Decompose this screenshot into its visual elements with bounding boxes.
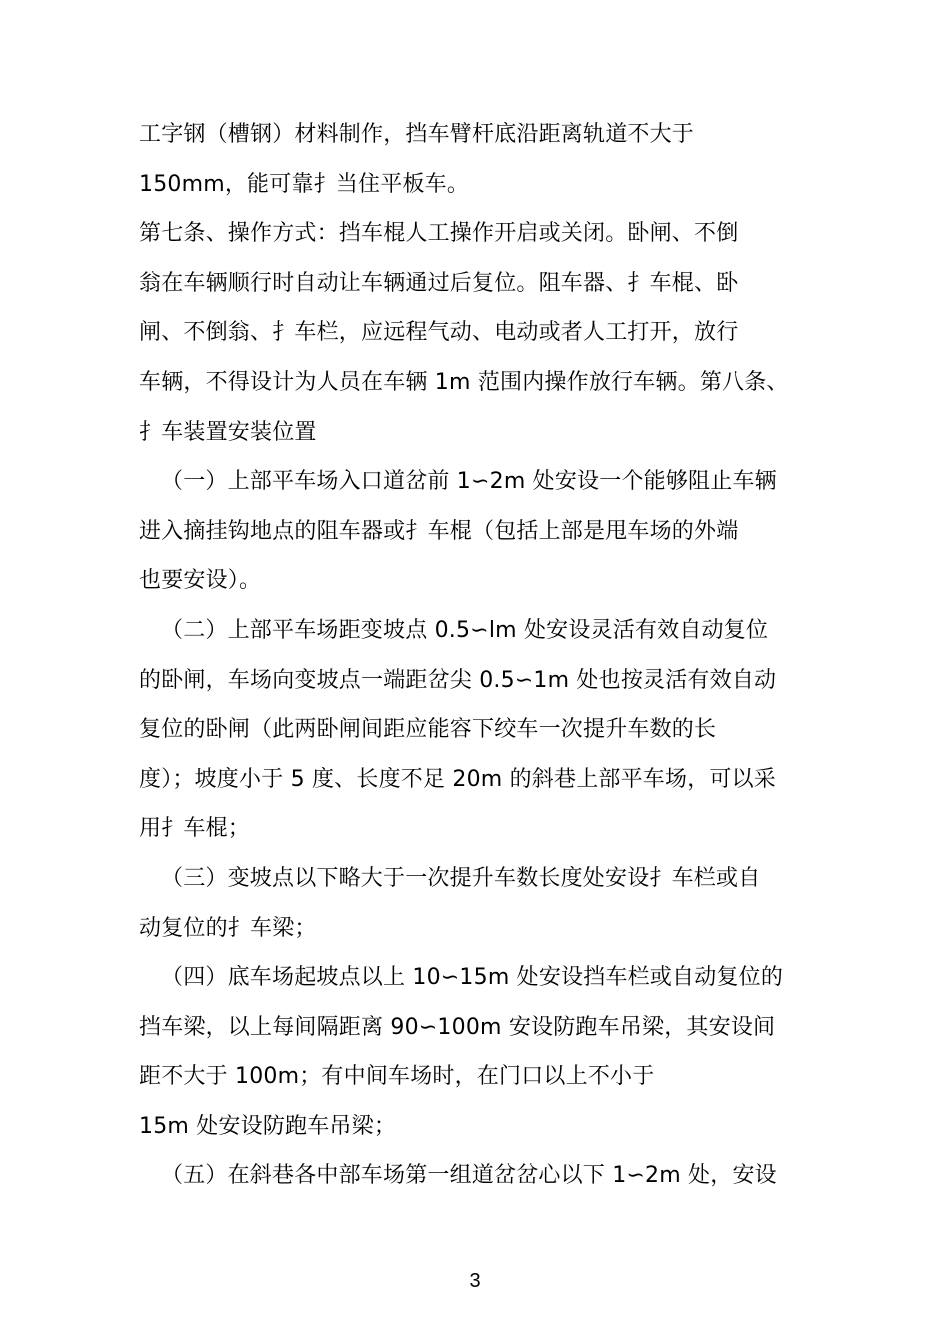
text-line: 150mm，能可靠扌当住平板车。 [139,171,470,197]
text-line: （四）底车场起坡点以上 10∽15m 处安设挡车栏或自动复位的 [161,965,784,991]
text-line: 翁在车辆顺行时自动让车辆通过后复位。阻车器、扌车棍、卧 [139,270,739,296]
text-line: 挡车梁，以上每间隔距离 90∽100m 安设防跑车吊梁，其安设间 [139,1014,776,1040]
text-line: 动复位的扌车梁； [139,915,317,941]
text-line: 度）；坡度小于 5 度、长度不足 20m 的斜巷上部平车场，可以采 [139,766,776,792]
text-line: （五）在斜巷各中部车场第一组道岔岔心以下 1∽2m 处，安设 [161,1163,777,1189]
text-line: 闸、不倒翁、扌车栏，应远程气动、电动或者人工打开，放行 [139,320,739,346]
text-line: 工字钢（槽钢）材料制作，挡车臂杆底沿距离轨道不大于 [139,122,695,147]
text-line: 扌车装置安装位置 [139,419,317,445]
text-line: 第七条、操作方式：挡车棍人工操作开启或关闭。卧闸、不倒 [139,221,739,247]
text-line: 用扌车棍； [139,816,251,842]
page-number: 3 [469,1270,481,1292]
text-line: 进入摘挂钩地点的阻车器或扌车棍（包括上部是甩车场的外端 [139,518,739,544]
text-line: （二）上部平车场距变坡点 0.5∽lm 处安设灵活有效自动复位 [161,617,769,643]
body-text [139,110,839,1201]
text-line: 15m 处安设防跑车吊梁； [139,1113,397,1139]
text-line: 复位的卧闸（此两卧闸间距应能容下绞车一次提升车数的长 [139,717,717,743]
text-line: 的卧闸，车场向变坡点一端距岔尖 0.5∽1m 处也按灵活有效自动 [139,667,777,693]
text-line: 也要安设）。 [139,568,262,594]
text-line: 车辆，不得设计为人员在车辆 1m 范围内操作放行车辆。第八条、 [139,369,789,395]
text-line: （三）变坡点以下略大于一次提升车数长度处安设扌车栏或自 [161,865,761,891]
text-line: （一）上部平车场入口道岔前 1∽2m 处安设一个能够阻止车辆 [161,469,777,495]
text-line: 距不大于 100m；有中间车场时，在门口以上不小于 [139,1064,655,1090]
